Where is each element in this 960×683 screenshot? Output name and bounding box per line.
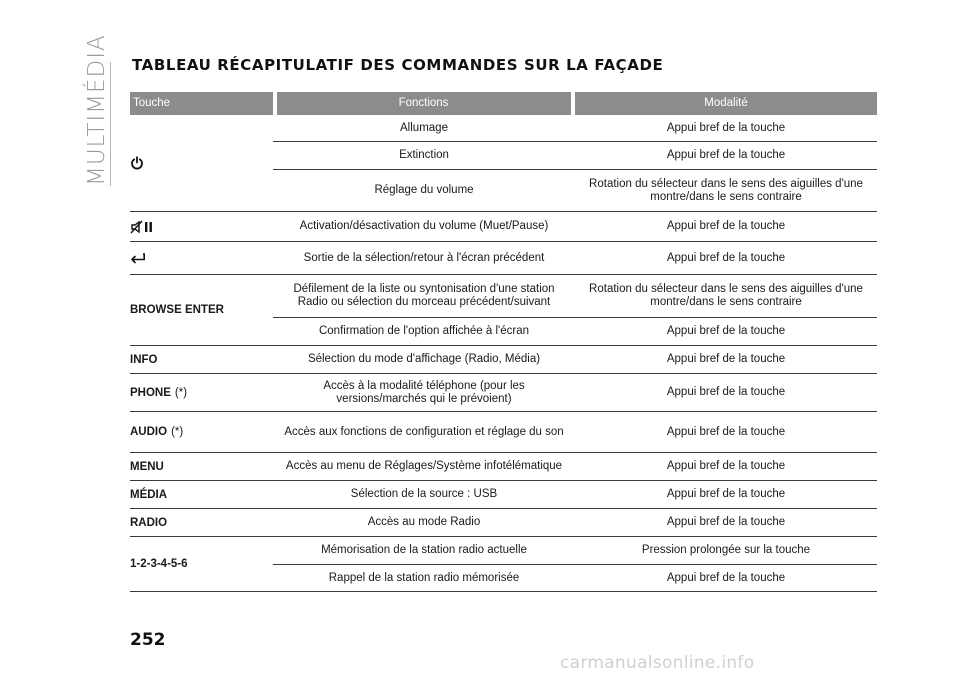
section-side-label: MULTIMÉDIA (84, 34, 110, 186)
row-key-cell (130, 170, 273, 211)
page-number: 252 (130, 630, 166, 650)
back-arrow-icon (130, 252, 146, 264)
row-function: Sortie de la sélection/retour à l'écran précédent (303, 251, 545, 264)
row-function: Accès au menu de Réglages/Système infotélématique (285, 460, 563, 472)
row-mode: Rotation du sélecteur dans le sens des aiguilles d'une montre/dans le sens contraire (589, 283, 863, 308)
row-function: Réglage du volume (374, 184, 474, 196)
row-mode: Pression prolongée sur la touche (641, 544, 811, 556)
row-mode: Appui bref de la touche (666, 425, 786, 438)
table-row (130, 453, 877, 481)
table-row (130, 374, 877, 412)
mute-pause-icon (130, 220, 154, 234)
row-mode: Appui bref de la touche (666, 220, 786, 232)
row-function: Sélection du mode d'affichage (Radio, Média) (307, 353, 541, 365)
row-function: Allumage (400, 121, 448, 134)
row-mode: Appui bref de la touche (666, 386, 786, 398)
table-row (130, 115, 877, 142)
key-browse-enter (130, 275, 224, 345)
row-mode: Appui bref de la touche (666, 149, 786, 161)
key-média (130, 481, 167, 508)
table-row (130, 412, 877, 453)
header-functions: Fonctions (398, 97, 449, 109)
row-mode: Appui bref de la touche (666, 121, 786, 134)
row-key-cell (130, 242, 273, 274)
row-mode: Rotation du sélecteur dans le sens des aiguilles d'une montre/dans le sens contraire (589, 177, 863, 203)
row-key-cell (130, 142, 273, 170)
key-label: PHONE (130, 386, 171, 399)
row-mode: Appui bref de la touche (666, 353, 786, 365)
row-function: Activation/désactivation du volume (Muet/Pause) (299, 220, 549, 232)
page-title: TABLEAU RÉCAPITULATIF DES COMMANDES SUR LA FAÇADE (132, 56, 664, 74)
key-1-2-3-4-5-6 (130, 537, 188, 591)
controls-table (130, 92, 877, 592)
table-row (130, 346, 877, 374)
key-label: MENU (130, 460, 164, 473)
table-header (130, 92, 877, 115)
row-function: Sélection de la source : USB (350, 488, 498, 500)
table-row (130, 537, 877, 565)
key-label: INFO (130, 353, 158, 366)
key-phone (130, 374, 187, 411)
table-row (130, 509, 877, 537)
row-mode: Appui bref de la touche (666, 251, 786, 264)
row-mode: Appui bref de la touche (666, 571, 786, 584)
key-mute-pause-icon (130, 212, 154, 241)
key-info (130, 346, 157, 373)
row-function: Rappel de la station radio mémorisée (328, 571, 520, 584)
row-function: Confirmation de l'option affichée à l'écran (318, 325, 530, 337)
row-mode: Appui bref de la touche (666, 516, 786, 528)
key-label: AUDIO (130, 426, 168, 438)
side-divider (110, 62, 111, 186)
key-footnote-marker: (*) (171, 426, 184, 438)
table-body (130, 115, 877, 592)
key-power-icon (130, 115, 144, 211)
table-row (130, 142, 877, 170)
table-row (130, 242, 877, 275)
key-footnote-marker: (*) (174, 386, 188, 399)
key-radio (130, 509, 167, 536)
key-label: 1-2-3-4-5-6 (130, 558, 188, 570)
row-key-cell (130, 115, 273, 142)
row-function: Défilement de la liste ou syntonisation d'une station Radio ou sélection du morceau précédent/suivant (293, 283, 555, 308)
power-icon (130, 156, 144, 170)
key-label: MÉDIA (130, 488, 168, 501)
key-back-arrow-icon (130, 242, 146, 274)
key-menu (130, 453, 164, 480)
table-row (130, 565, 877, 592)
row-function: Accès au mode Radio (367, 516, 481, 528)
watermark: carmanualsonline.info (560, 653, 755, 673)
table-row (130, 318, 877, 346)
row-mode: Appui bref de la touche (666, 488, 786, 500)
row-mode: Appui bref de la touche (666, 325, 786, 337)
row-mode: Appui bref de la touche (666, 460, 786, 472)
row-function: Mémorisation de la station radio actuelle (321, 544, 527, 556)
key-audio (130, 412, 183, 452)
header-key: Touche (133, 97, 171, 109)
row-function: Extinction (399, 149, 449, 161)
table-row (130, 212, 877, 242)
header-mode: Modalité (704, 97, 748, 109)
key-label: RADIO (130, 516, 168, 529)
table-row (130, 170, 877, 212)
row-function: Accès à la modalité téléphone (pour les versions/marchés qui le prévoient) (323, 379, 525, 405)
table-row (130, 275, 877, 318)
row-function: Accès aux fonctions de configuration et réglage du son (284, 425, 564, 438)
key-label: BROWSE ENTER (130, 304, 224, 316)
table-row (130, 481, 877, 509)
